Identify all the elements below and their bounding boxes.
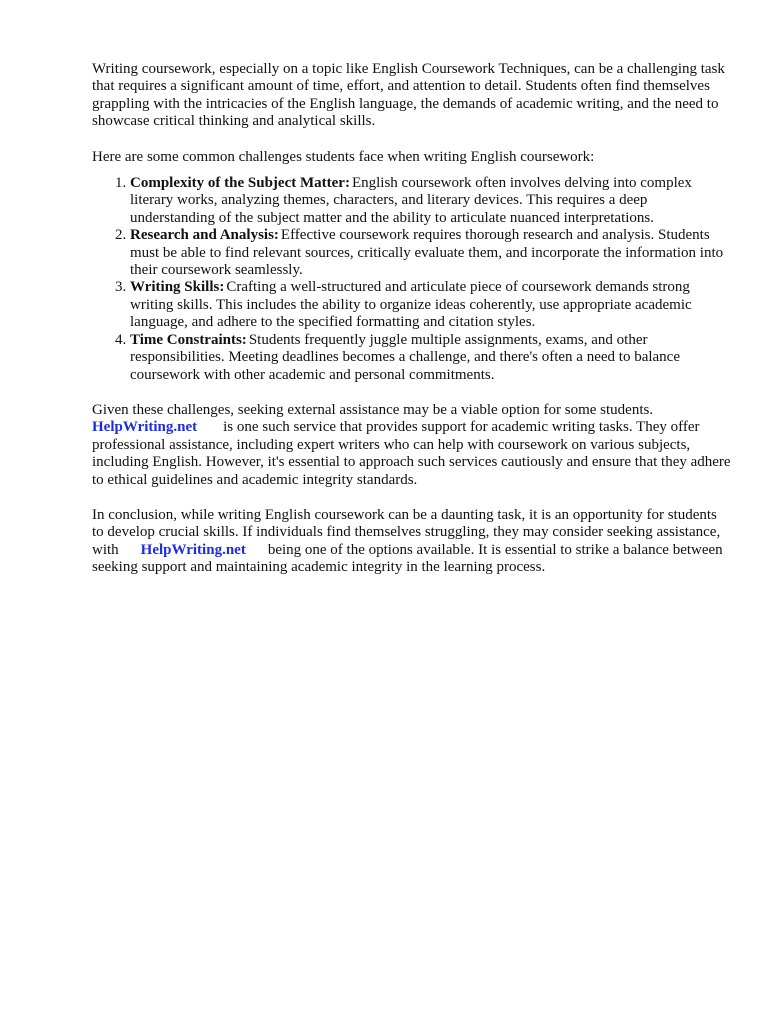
assistance-text-before: Given these challenges, seeking external assistance may be a viable option for some students. [92, 401, 654, 418]
list-item [130, 332, 732, 384]
challenge-term: Time Constraints: [130, 331, 247, 348]
helpwriting-link[interactable]: HelpWriting.net [140, 541, 246, 558]
challenge-text: Effective coursework requires thorough research and analysis. Students must be able to find relevant sources, critically evaluate them, and incorporate the information into their coursework seamlessly. [130, 227, 724, 279]
conclusion-text-after: being one of the options available. It is essential to strike a balance between seeking support and maintaining academic integrity in the learning process. [92, 541, 723, 576]
challenge-text: Students frequently juggle multiple assignments, exams, and other responsibilities. Meeting deadlines becomes a challenge, and there's often a need to balance coursework with other academic and personal commitments. [130, 331, 680, 383]
list-item [130, 227, 732, 279]
challenge-text: English coursework often involves delving into complex literary works, analyzing themes, characters, and literary devices. This requires a deep understanding of the subject matter and the ability to articulate nuanced interpretations. [130, 175, 692, 226]
assistance-text-after: is one such service that provides support for academic writing tasks. They offer professional assistance, including expert writers who can help with coursework on various subjects, including English. However, it's essential to approach such services cautiously and ensure that they adhere to ethical guidelines and academic integrity standards. [92, 419, 731, 488]
challenge-term: Complexity of the Subject Matter: [130, 175, 350, 192]
intro-paragraph: Writing coursework, especially on a topic like English Coursework Techniques, can be a challenging task that requires a significant amount of time, effort, and attention to detail. Students often find themselves grappling with the intricacies of the English language, the demands of academic writing, and the need to showcase critical thinking and analytical skills. [92, 61, 725, 130]
conclusion-text-before: In conclusion, while writing English coursework can be a daunting task, it is an opportunity for students to develop crucial skills. If individuals find themselves struggling, they may consider seeking assistance, with [92, 506, 721, 558]
challenge-term: Writing Skills: [130, 279, 225, 296]
challenges-list [92, 175, 732, 384]
helpwriting-link[interactable]: HelpWriting.net [92, 419, 198, 436]
challenge-term: Research and Analysis: [130, 227, 279, 244]
list-item [130, 279, 732, 331]
challenge-text: Crafting a well-structured and articulate piece of coursework demands strong writing skills. This includes the ability to organize ideas coherently, use appropriate academic language, and adhere to the specified formatting and citation styles. [130, 279, 692, 331]
list-item [130, 175, 732, 227]
conclusion-paragraph [92, 507, 732, 577]
document-page [92, 61, 732, 577]
list-intro-paragraph: Here are some common challenges students face when writing English coursework: [92, 148, 595, 165]
assistance-paragraph [92, 402, 732, 489]
